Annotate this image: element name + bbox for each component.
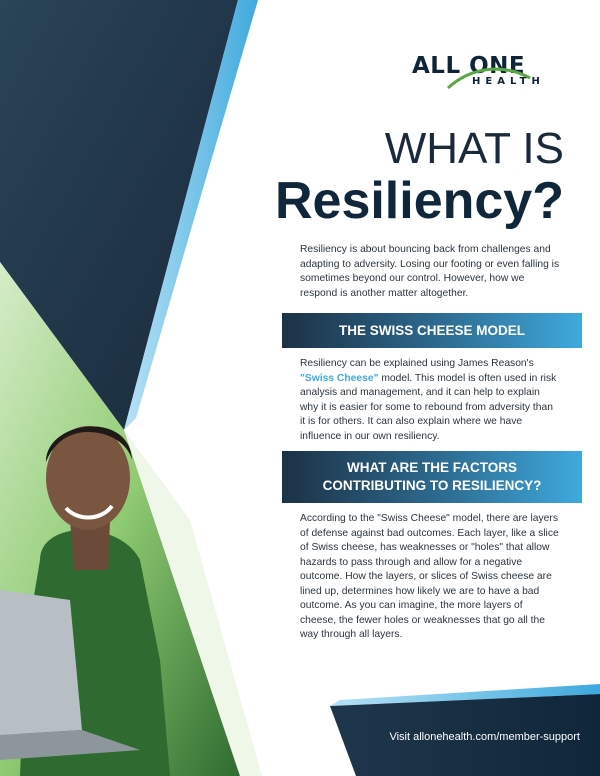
swiss-cheese-highlight: "Swiss Cheese" bbox=[300, 372, 379, 384]
section1-text-after: model. This model is often used in risk analysis and management, and it can help to explain why it is easier for some to rebound from adversity than it is for others. It can also explain where we have influence in our own resiliency. bbox=[300, 372, 557, 442]
page-title-line2: Resiliency? bbox=[274, 172, 564, 230]
logo-wordmark: ALL ONE bbox=[412, 53, 526, 79]
page-title-line1: WHAT IS bbox=[384, 124, 564, 173]
allone-health-logo bbox=[412, 52, 564, 92]
intro-paragraph: Resiliency is about bouncing back from challenges and adapting to adversity. Losing our footing or even falling is sometimes beyond our control. However, how we respond is another matter altogether. bbox=[300, 244, 560, 299]
section-heading-factors bbox=[282, 451, 582, 503]
footer-url: Visit allonehealth.com/member-support bbox=[389, 731, 580, 743]
section2-heading-line2: CONTRIBUTING TO RESILIENCY? bbox=[322, 478, 542, 493]
section2-paragraph: According to the "Swiss Cheese" model, there are layers of defense against bad outcomes. Each layer, like a slice of Swiss cheese, has weaknesses or "holes" that allow hazards to pass through and allow for a negative outcome. How the layers, or slices of Swiss cheese are lined up, determines how likely we are to have a bad outcome. As you can imagine, the more layers of cheese, the fewer holes or weaknesses that go all the way through all layers. bbox=[300, 513, 559, 640]
section2-heading-line1: WHAT ARE THE FACTORS bbox=[347, 460, 517, 475]
section1-text-before: Resiliency can be explained using James Reason's bbox=[300, 358, 534, 369]
section-heading-swiss-cheese: THE SWISS CHEESE MODEL bbox=[282, 313, 582, 348]
section1-paragraph bbox=[300, 357, 560, 444]
logo-subtext: HEALTH bbox=[472, 76, 545, 87]
